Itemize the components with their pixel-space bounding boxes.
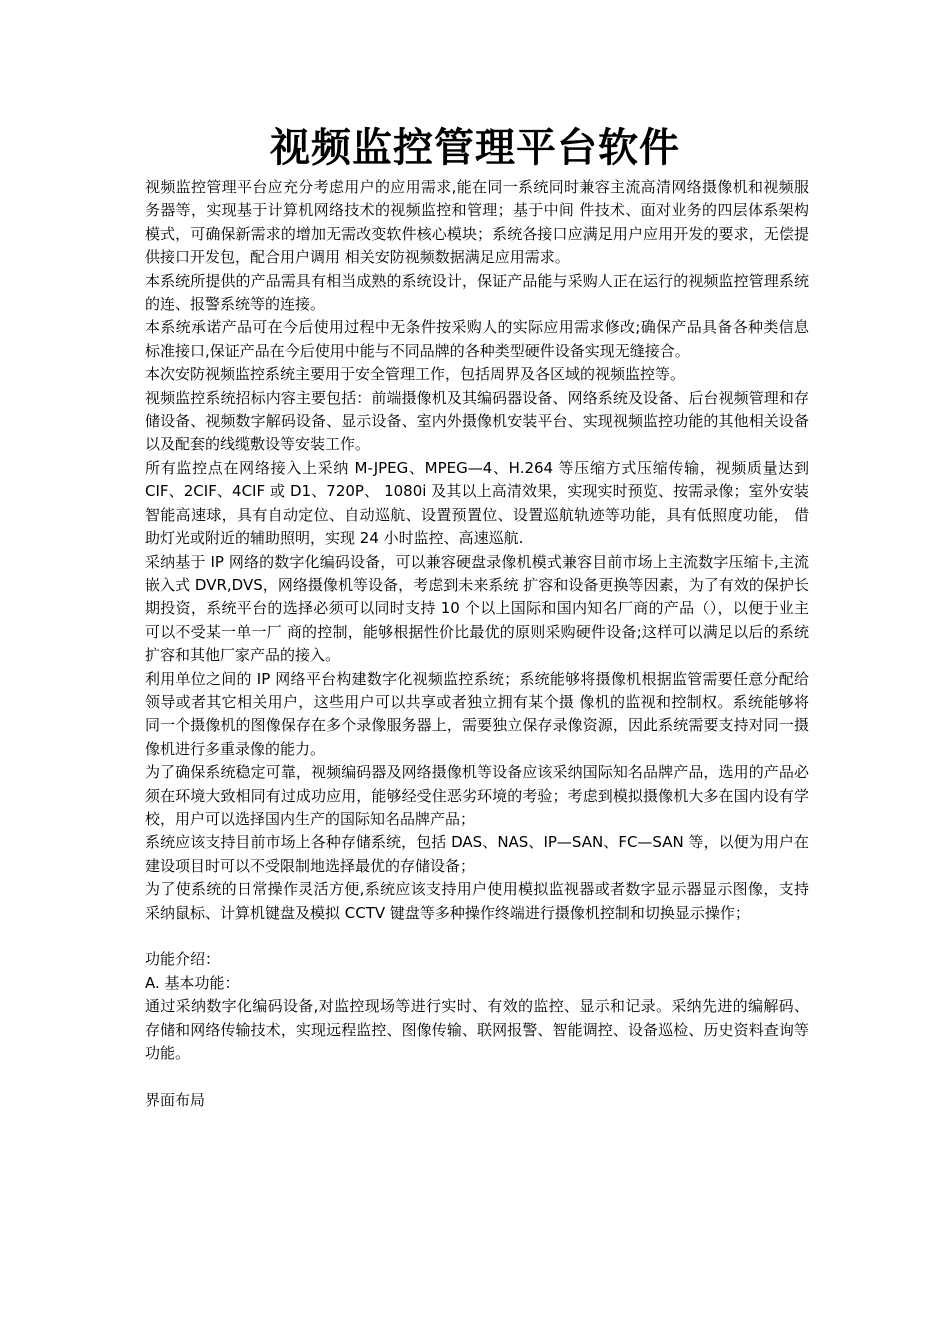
blank-line (145, 925, 809, 948)
paragraph-ip-network: 利用单位之间的 IP 网络平台构建数字化视频监控系统；系统能够将摄像机根据监管需要任意分配给领导或者其它相关用户，这些用户可以共享或者独立拥有某个摄 像机的监视和控制权。系统能够将同一个摄像机的图像保存在多个录像服务器上，需要独立保存录像资源，因此系统需要支持对同一摄像机进行多重录像的能力。 (145, 669, 809, 758)
blank-line (145, 1065, 809, 1088)
document-body (145, 176, 809, 1112)
page-title: 视频监控管理平台软件 (270, 124, 680, 171)
paragraph-tender-content: 视频监控系统招标内容主要包括：前端摄像机及其编码器设备、网络系统及设备、后台视频管理和存储设备、视频数字解码设备、显示设备、室内外摄像机安装平台、实现视频监控功能的其他相关设备以及配套的线缆敷设等安装工作。 (145, 388, 809, 454)
paragraph-intro: 视频监控管理平台应充分考虑用户的应用需求,能在同一系统同时兼容主流高清网络摄像机和视频服务器等，实现基于计算机网络技术的视频监控和管理；基于中间 件技术、面对业务的四层体系架构模式，可确保新需求的增加无需改变软件核心模块；系统各接口应满足用户应用开发的要求，无偿提供接口开发包，配合用户调用 相关安防视频数据满足应用需求。 (145, 178, 809, 267)
paragraph-system-design: 本系统所提供的产品需具有相当成熟的系统设计，保证产品能与采购人正在运行的视频监控管理系统的连、报警系统等的连接。 (145, 271, 809, 314)
paragraph-operation: 为了使系统的日常操作灵活方便,系统应该支持用户使用模拟监视器或者数字显示器显示图像，支持采纳鼠标、计算机键盘及模拟 CCTV 键盘等多种操作终端进行摄像机控制和切换显示操作； (145, 880, 809, 922)
paragraph-commitment: 本系统承诺产品可在今后使用过程中无条件按采购人的实际应用需求修改;确保产品具备各种类信息标准接口,保证产品在今后使用中能与不同品牌的各种类型硬件设备实现无缝接合。 (145, 318, 809, 360)
basic-features-text: 通过采纳数字化编码设备,对监控现场等进行实时、有效的监控、显示和记录。采纳先进的编解码、存储和网络传输技术，实现远程监控、图像传输、联网报警、智能调控、设备巡检、历史资料查询等功能。 (145, 997, 809, 1063)
features-heading: 功能介绍： (145, 950, 221, 969)
paragraph-encoding-devices: 采纳基于 IP 网络的数字化编码设备，可以兼容硬盘录像机模式兼容目前市场上主流数字压缩卡,主流嵌入式 DVR,DVS，网络摄像机等设备，考虑到未来系统 扩容和设备更换等因素，为了有效的保护长期投资，系统平台的选择必须可以同时支持 10 个以上国际和国内知名厂商的产品（），以便于业主可以不受某一单一厂 商的控制，能够根据性价比最优的原则采购硬件设备;这样可以满足以后的系统扩容和其他厂家产品的接入。 (145, 552, 809, 665)
basic-features-heading: A. 基本功能： (145, 973, 240, 992)
paragraph-purpose: 本次安防视频监控系统主要用于安全管理工作，包括周界及各区域的视频监控等。 (145, 365, 686, 384)
paragraph-network-access: 所有监控点在网络接入上采纳 M-JPEG、MPEG—4、H.264 等压缩方式压缩传输，视频质量达到 CIF、2CIF、4CIF 或 D1、720P、 1080i 及其以上高清效果，实现实时预览、按需录像；室外安装智能高速球，具有自动定位、自动巡航、设置预置位、设置巡航轨迹等功能，具有低照度功能， 借助灯光或附近的辅助照明，实现 24 小时监控、高速巡航. (145, 458, 809, 548)
paragraph-storage: 系统应该支持目前市场上各种存储系统，包括 DAS、NAS、IP—SAN、FC—SAN 等，以便为用户在建设项目时可以不受限制地选择最优的存储设备； (145, 833, 809, 875)
layout-heading: 界面布局 (145, 1090, 206, 1109)
paragraph-reliability: 为了确保系统稳定可靠，视频编码器及网络摄像机等设备应该采纳国际知名品牌产品，选用的产品必须在环境大致相同有过成功应用，能够经受住恶劣环境的考验；考虑到模拟摄像机大多在国内设有学校，用户可以选择国内生产的国际知名品牌产品； (145, 763, 809, 828)
